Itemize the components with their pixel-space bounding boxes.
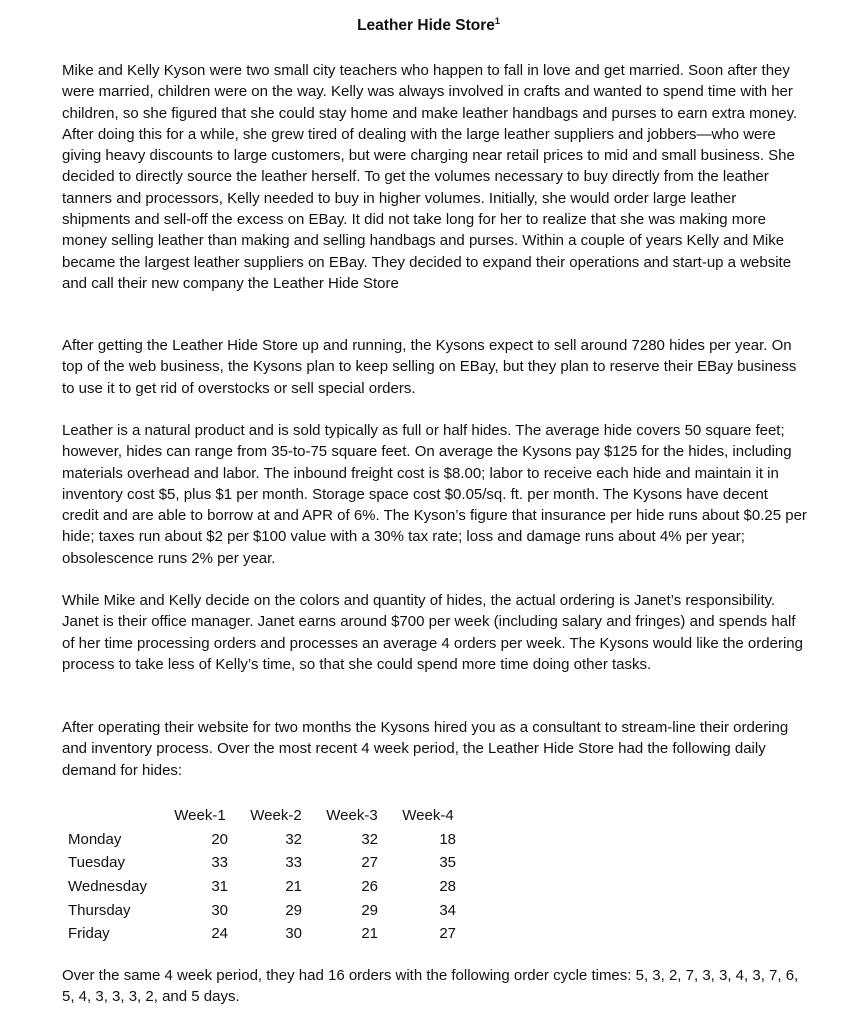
demand-cell: 29 bbox=[285, 901, 302, 919]
daily-demand-table bbox=[62, 804, 466, 946]
paragraph-order-cycle-times: Over the same 4 week period, they had 16 orders with the following order cycle times: 5, 3, 2, 7, 3, 3, 4, 3, 7, 6, 5, 4, 3, 3, 3, 2, and 5 days. bbox=[62, 967, 799, 1006]
demand-cell: 20 bbox=[211, 830, 228, 848]
demand-cell: 21 bbox=[361, 925, 378, 943]
demand-cell: 35 bbox=[439, 854, 456, 872]
paragraph-sales-expectation: After getting the Leather Hide Store up and running, the Kysons expect to sell around 7280 hides per year. On top of the web business, the Kysons plan to keep selling on EBay, but they plan to reserve their EBay business to use it to get rid of overstocks or sell special orders. bbox=[62, 337, 797, 397]
demand-cell: 26 bbox=[361, 878, 378, 896]
demand-cell: 18 bbox=[439, 830, 456, 848]
demand-cell: 31 bbox=[211, 878, 228, 896]
title-footnote-marker: 1 bbox=[494, 16, 500, 26]
table-row bbox=[62, 828, 466, 852]
row-label-day: Friday bbox=[68, 925, 110, 943]
demand-cell: 33 bbox=[285, 854, 302, 872]
document-title bbox=[0, 16, 857, 35]
demand-cell: 33 bbox=[211, 854, 228, 872]
row-label-day: Monday bbox=[68, 830, 122, 848]
demand-cell: 32 bbox=[285, 830, 302, 848]
demand-cell: 24 bbox=[211, 925, 228, 943]
table-row bbox=[62, 898, 466, 922]
paragraph-ordering: While Mike and Kelly decide on the colors and quantity of hides, the actual ordering is Janet’s responsibility. Janet is their office manager. Janet earns around $700 per week (including salary and fringes) and spends half of her time processing orders and processes an average 4 orders per week. The Kysons would like the ordering process to take less of Kelly’s time, so that she could spend more time doing other tasks. bbox=[62, 592, 803, 673]
demand-cell: 28 bbox=[439, 878, 456, 896]
table-corner-cell bbox=[62, 804, 162, 828]
row-label-day: Wednesday bbox=[68, 878, 147, 896]
title-text: Leather Hide Store bbox=[357, 17, 495, 35]
demand-cell: 30 bbox=[285, 925, 302, 943]
column-header-week-1: Week-1 bbox=[174, 807, 226, 825]
paragraph-intro: Mike and Kelly Kyson were two small city teachers who happen to fall in love and get married. Soon after they were married, children were on the way. Kelly was always involved in crafts and wanted to spend time with her children, so she figured that she could stay home and make leather handbags and purses to earn extra money. After doing this for a while, she grew tired of dealing with the large leather suppliers and jobbers—who were giving heavy discounts to large customers, but were charging near retail prices to mid and small business. She decided to directly source the leather herself. To get the volumes necessary to buy directly from the leather tanners and processors, Kelly needed to buy in higher volumes. Initially, she would order large leather shipments and sell-off the excess on EBay. It did not take long for her to realize that she was making more money selling leather than making and selling handbags and purses. Within a couple of years Kelly and Mike became the largest leather suppliers on EBay. They decided to expand their operations and start-up a website and call their new company the Leather Hide Store bbox=[62, 62, 798, 292]
column-header-week-4: Week-4 bbox=[402, 807, 454, 825]
table-row bbox=[62, 875, 466, 899]
demand-cell: 27 bbox=[361, 854, 378, 872]
table-header-row bbox=[62, 804, 466, 828]
paragraph-costs: Leather is a natural product and is sold typically as full or half hides. The average hide covers 50 square feet; however, hides can range from 35-to-75 square feet. On average the Kysons pay $125 for the hides, including materials overhead and labor. The inbound freight cost is $8.00; labor to receive each hide and maintain it in inventory cost $5, plus $1 per month. Storage space cost $0.05/sq. ft. per month. The Kysons have decent credit and are able to borrow at and APR of 6%. The Kyson’s figure that insurance per hide runs about $0.25 per hide; taxes run about $2 per $100 value with a 30% tax rate; loss and damage runs about 4% per year; obsolescence runs 2% per year. bbox=[62, 422, 807, 567]
demand-cell: 30 bbox=[211, 901, 228, 919]
table-row bbox=[62, 922, 466, 946]
demand-cell: 27 bbox=[439, 925, 456, 943]
demand-cell: 29 bbox=[361, 901, 378, 919]
column-header-week-3: Week-3 bbox=[326, 807, 378, 825]
paragraph-consultant: After operating their website for two months the Kysons hired you as a consultant to stream-line their ordering and inventory process. Over the most recent 4 week period, the Leather Hide Store had the following daily demand for hides: bbox=[62, 719, 789, 779]
demand-cell: 21 bbox=[285, 878, 302, 896]
demand-cell: 34 bbox=[439, 901, 456, 919]
table-row bbox=[62, 851, 466, 875]
row-label-day: Tuesday bbox=[68, 854, 125, 872]
column-header-week-2: Week-2 bbox=[250, 807, 302, 825]
row-label-day: Thursday bbox=[68, 901, 131, 919]
demand-cell: 32 bbox=[361, 830, 378, 848]
